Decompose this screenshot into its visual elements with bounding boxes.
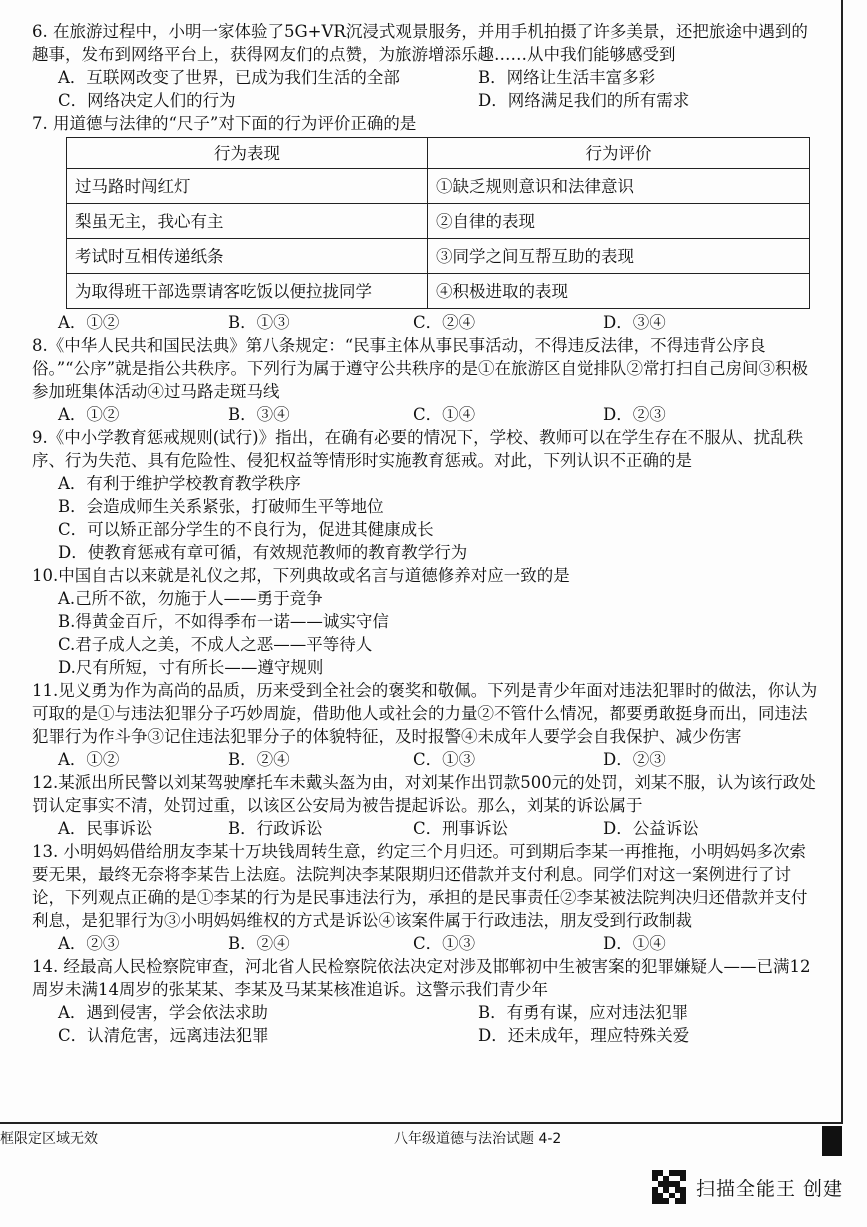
option-d: D.尺有所短，寸有所长——遵守规则: [58, 658, 324, 677]
question-list: [32, 20, 822, 1047]
table-cell: 过马路时闯红灯: [67, 169, 428, 204]
question-stem: 12.某派出所民警以刘某驾驶摩托车未戴头盔为由，对刘某作出罚款500元的处罚，刘某不服，认为该行政处罚认定事实不清，处罚过重，以该区公安局为被告提起诉讼。那么，刘某的诉讼属于: [32, 773, 816, 815]
option-d: D．公益诉讼: [603, 819, 699, 838]
option-b: B．有勇有谋，应对违法犯罪: [478, 1003, 689, 1022]
question-stem: 11.见义勇为作为高尚的品质，历来受到全社会的褒奖和敬佩。下列是青少年面对违法犯罪时的做法，你认为可取的是①与违法犯罪分子巧妙周旋，借助他人或社会的力量②不管什么情况，都要勇敢挺身而出，同违法犯罪行为作斗争③记住违法犯罪分子的体貌特征，及时报警④未成年人要学会自我保护、减少伤害: [32, 681, 818, 746]
question-13: [32, 840, 822, 955]
table-row: [67, 204, 810, 239]
table-cell: ③同学之间互帮互助的表现: [428, 239, 810, 274]
table-cell: 考试时互相传递纸条: [67, 239, 428, 274]
option-d: D．②③: [603, 750, 666, 769]
scanner-watermark: [652, 1170, 843, 1204]
option-a: A.己所不欲，勿施于人——勇于竞争: [58, 589, 323, 608]
option-a: A．①②: [58, 750, 120, 769]
table-cell: 为取得班干部选票请客吃饭以便拉拢同学: [67, 274, 428, 309]
option-c: C．①③: [413, 934, 476, 953]
question-9: [32, 426, 822, 564]
option-d: D．使教育惩戒有章可循，有效规范教师的教育教学行为: [58, 543, 468, 562]
option-b: B．②④: [228, 750, 290, 769]
option-d: D．①④: [603, 934, 666, 953]
option-c: C．①④: [413, 405, 476, 424]
options: [32, 311, 822, 334]
option-d: D．③④: [603, 313, 666, 332]
table-header-row: [67, 138, 810, 169]
question-6: [32, 20, 822, 112]
option-a: A．互联网改变了世界，已成为我们生活的全部: [58, 68, 400, 87]
options: [32, 932, 822, 955]
question-stem: 7. 用道德与法律的“尺子”对下面的行为评价正确的是: [32, 114, 417, 133]
question-10: [32, 564, 822, 679]
alignment-mark: [822, 1126, 842, 1156]
options: [32, 403, 822, 426]
question-14: [32, 955, 822, 1047]
table-cell: 梨虽无主，我心有主: [67, 204, 428, 239]
table-row: [67, 239, 810, 274]
option-c: C．刑事诉讼: [413, 819, 509, 838]
table-cell: ②自律的表现: [428, 204, 810, 239]
option-c: C．可以矫正部分学生的不良行为，促进其健康成长: [58, 520, 434, 539]
options: [32, 587, 822, 679]
footer-page-label: 八年级道德与法治试题 4-2: [394, 1131, 562, 1147]
option-b: B．②④: [228, 934, 290, 953]
question-stem: 9.《中小学教育惩戒规则(试行)》指出，在确有必要的情况下，学校、教师可以在学生存在不服从、扰乱秩序、行为失范、具有危险性、侵犯权益等情形时实施教育惩戒。对此，下列认识不正确的是: [32, 428, 804, 470]
option-b: B．网络让生活丰富多彩: [478, 68, 656, 87]
options: [32, 748, 822, 771]
option-c: C．认清危害，远离违法犯罪: [58, 1026, 269, 1045]
option-a: A．②③: [58, 934, 120, 953]
question-8: [32, 334, 822, 426]
footer-left-note: 框限定区域无效: [0, 1131, 98, 1147]
option-c: C．①③: [413, 750, 476, 769]
table-row: [67, 169, 810, 204]
table-header: 行为表现: [67, 138, 428, 169]
question-stem: 8.《中华人民共和国民法典》第八条规定：“民事主体从事民事活动，不得违反法律，不得违背公序良俗。”“公序”就是指公共秩序。下列行为属于遵守公共秩序的是①在旅游区自觉排队②常打扫自己房间③积极参加班集体活动④过马路走斑马线: [32, 336, 809, 401]
question-stem: 13. 小明妈妈借给朋友李某十万块钱周转生意，约定三个月归还。可到期后李某一再推拖，小明妈妈多次索要无果，最终无奈将李某告上法庭。法院判决李某限期归还借款并支付利息。同学们对这一案例进行了讨论，下列观点正确的是①李某的行为是民事违法行为，承担的是民事责任②李某被法院判决归还借款并支付利息，是犯罪行为③小明妈妈维权的方式是诉讼④该案件属于行政违法，朋友受到行政制裁: [32, 842, 808, 930]
evaluation-table: [66, 137, 810, 309]
option-d: D．还未成年，理应特殊关爱: [478, 1026, 690, 1045]
option-b: B．会造成师生关系紧张，打破师生平等地位: [58, 497, 384, 516]
question-7: [32, 112, 822, 334]
question-stem: 6. 在旅游过程中，小明一家体验了5G+VR沉浸式观景服务，并用手机拍摄了许多美景，还把旅途中遇到的趣事，发布到网络平台上，获得网友们的点赞，为旅游增添乐趣……从中我们能够感受到: [32, 22, 808, 64]
question-11: [32, 679, 822, 771]
question-12: [32, 771, 822, 840]
option-c: C．②④: [413, 313, 476, 332]
option-a: A．民事诉讼: [58, 819, 153, 838]
table-row: [67, 274, 810, 309]
option-b: B．③④: [228, 405, 290, 424]
options: [32, 817, 822, 840]
options: [32, 66, 822, 112]
table-header: 行为评价: [428, 138, 810, 169]
option-d: D．网络满足我们的所有需求: [478, 91, 690, 110]
options: [32, 472, 822, 564]
question-stem: 10.中国自古以来就是礼仪之邦，下列典故或名言与道德修养对应一致的是: [32, 566, 570, 585]
option-a: A．有利于维护学校教育教学秩序: [58, 474, 301, 493]
option-c: C.君子成人之美，不成人之恶——平等待人: [58, 635, 373, 654]
option-d: D．②③: [603, 405, 666, 424]
watermark-text: 扫描全能王 创建: [696, 1177, 844, 1200]
question-stem: 14. 经最高人民检察院审查，河北省人民检察院依法决定对涉及邯郸初中生被害案的犯罪嫌疑人——已满12周岁未满14周岁的张某某、李某及马某某核准追诉。这警示我们青少年: [32, 957, 811, 999]
options: [32, 1001, 822, 1047]
option-b: B.得黄金百斤，不如得季布一诺——诚实守信: [58, 612, 389, 631]
option-a: A．①②: [58, 313, 120, 332]
qr-code-icon: [652, 1170, 686, 1204]
option-b: B．①③: [228, 313, 290, 332]
option-a: A．①②: [58, 405, 120, 424]
option-c: C．网络决定人们的行为: [58, 91, 236, 110]
table-cell: ④积极进取的表现: [428, 274, 810, 309]
option-b: B．行政诉讼: [228, 819, 323, 838]
option-a: A．遇到侵害，学会依法求助: [58, 1003, 268, 1022]
table-cell: ①缺乏规则意识和法律意识: [428, 169, 810, 204]
